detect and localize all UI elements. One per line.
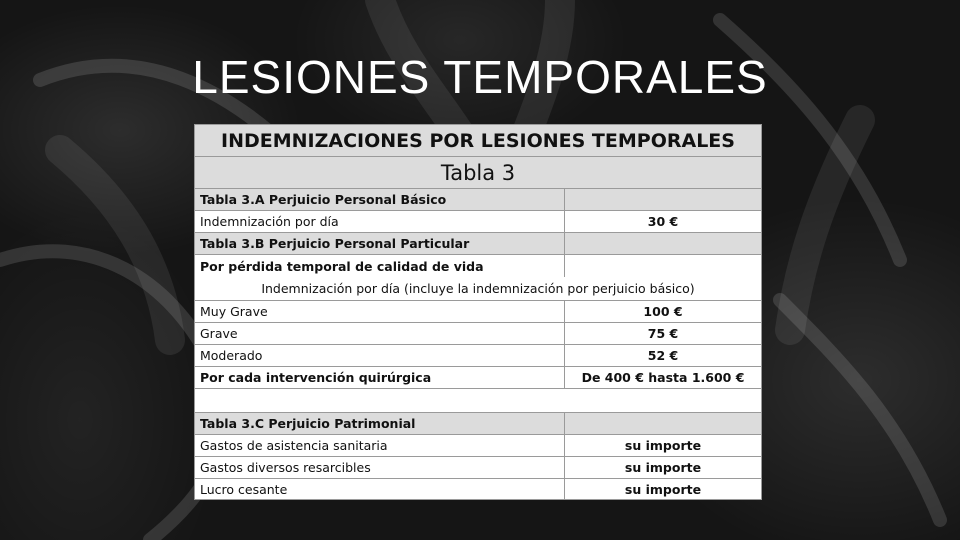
row-label: Muy Grave — [195, 301, 565, 322]
row-label: Indemnización por día — [195, 211, 565, 232]
table-row — [195, 367, 761, 389]
section-c-title-row — [195, 413, 761, 435]
row-value: su importe — [624, 438, 702, 453]
row-label: Grave — [195, 323, 565, 344]
row-value: De 400 € hasta 1.600 € — [581, 370, 745, 385]
row-label: Gastos de asistencia sanitaria — [195, 435, 565, 456]
section-b-subtitle-row — [195, 255, 761, 277]
table-subheader: Tabla 3 — [195, 157, 761, 189]
section-a-title-row — [195, 189, 761, 211]
row-label: Gastos diversos resarcibles — [195, 457, 565, 478]
row-value: su importe — [624, 481, 702, 497]
compensation-table — [194, 124, 762, 500]
row-label: Por cada intervención quirúrgica — [195, 367, 565, 388]
table-row — [195, 323, 761, 345]
section-b-subtitle: Por pérdida temporal de calidad de vida — [195, 255, 565, 277]
section-b-note-row — [195, 277, 761, 301]
section-b-title-row — [195, 233, 761, 255]
section-a-title: Tabla 3.A Perjuicio Personal Básico — [195, 189, 565, 210]
slide-title: LESIONES TEMPORALES — [192, 51, 768, 103]
table-row — [195, 345, 761, 367]
row-value: su importe — [624, 460, 702, 475]
row-value: 100 € — [643, 304, 683, 319]
table-row — [195, 457, 761, 479]
section-b-note: Indemnización por día (incluye la indemnización por perjuicio básico) — [261, 281, 695, 296]
table-row — [195, 211, 761, 233]
table-header: INDEMNIZACIONES POR LESIONES TEMPORALES — [195, 125, 761, 157]
row-value: 75 € — [647, 326, 679, 341]
table-row — [195, 435, 761, 457]
section-b-title: Tabla 3.B Perjuicio Personal Particular — [195, 233, 565, 254]
table-row — [195, 479, 761, 499]
row-label: Moderado — [195, 345, 565, 366]
table-row — [195, 301, 761, 323]
row-value: 30 € — [647, 214, 679, 229]
section-c-title: Tabla 3.C Perjuicio Patrimonial — [195, 413, 565, 434]
row-value: 52 € — [647, 348, 679, 363]
spacer-row — [195, 389, 761, 413]
row-label: Lucro cesante — [195, 479, 565, 499]
